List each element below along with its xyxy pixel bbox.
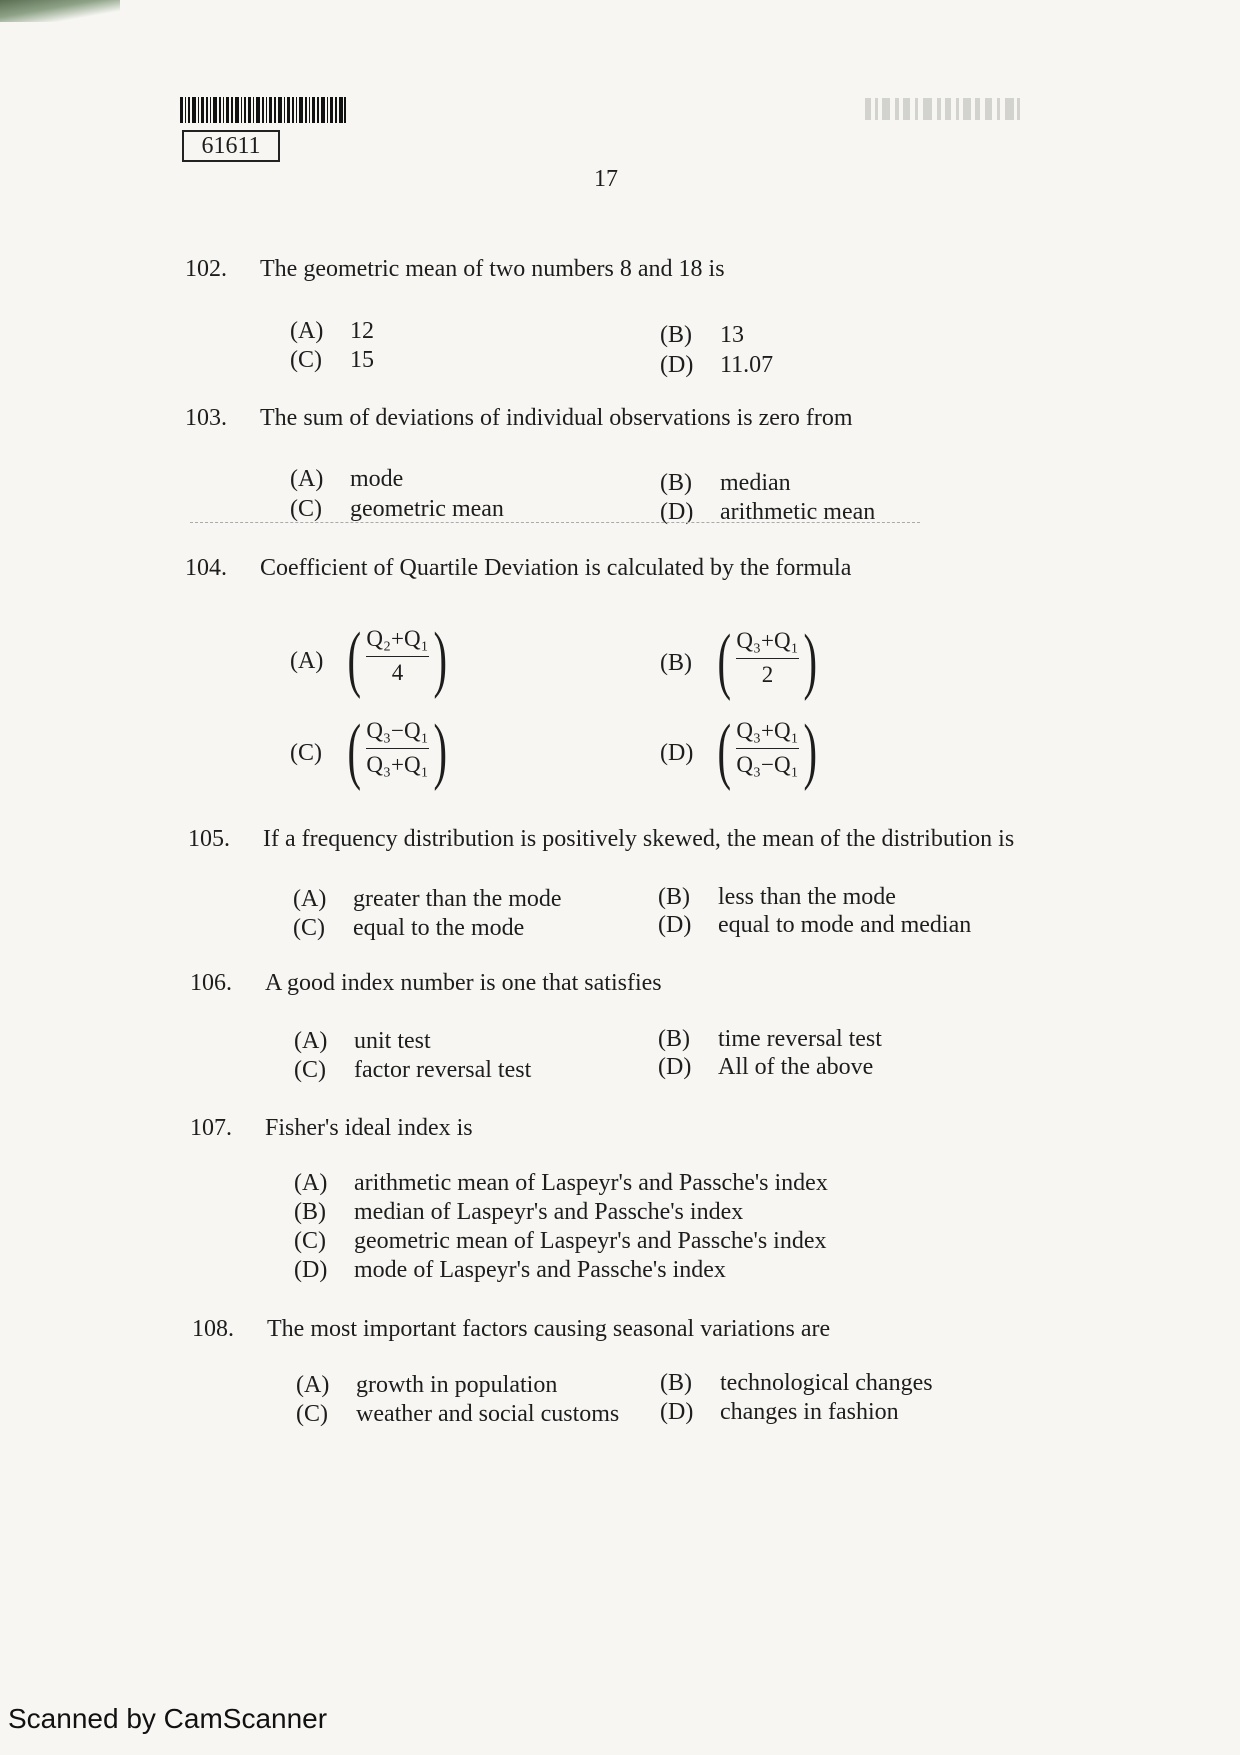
option-label: (C) <box>294 1057 326 1083</box>
barcode <box>180 97 346 123</box>
formula-fraction: ( ) Q₃+Q₁ 2 <box>717 620 818 702</box>
fraction-denominator: 4 <box>391 660 404 685</box>
option-text: equal to the mode <box>353 915 525 941</box>
option-label: (B) <box>660 470 692 496</box>
option-label: (B) <box>660 650 692 676</box>
option-label: (D) <box>294 1257 328 1283</box>
option-label: (A) <box>290 318 324 344</box>
option-text: equal to mode and median <box>718 912 972 938</box>
question-number: 107. <box>190 1115 232 1141</box>
option-107-b[interactable] <box>294 1199 743 1226</box>
option-102-a[interactable] <box>290 318 374 345</box>
option-label: (C) <box>290 496 322 522</box>
option-text: arithmetic mean <box>720 499 876 525</box>
option-text: 12 <box>350 318 374 344</box>
option-label: (B) <box>660 322 692 348</box>
option-label: (C) <box>290 740 322 766</box>
scan-speckle-line <box>190 522 920 523</box>
option-106-b[interactable] <box>658 1026 882 1053</box>
barcode-number: 61611 <box>182 130 280 162</box>
question-text: The sum of deviations of individual observations is zero from <box>260 405 853 431</box>
option-108-a[interactable] <box>296 1372 557 1399</box>
question-number: 105. <box>188 826 230 852</box>
fraction-numerator: Q₃+Q₁ <box>736 628 799 653</box>
page-number: 17 <box>594 166 618 192</box>
question-number: 102. <box>185 256 227 282</box>
question-number: 108. <box>192 1316 234 1342</box>
option-102-b[interactable] <box>660 322 744 349</box>
option-text: All of the above <box>718 1054 874 1080</box>
option-label: (D) <box>658 1054 692 1080</box>
option-107-a[interactable] <box>294 1170 828 1197</box>
option-label: (A) <box>296 1372 330 1398</box>
fraction-denominator: Q₃−Q₁ <box>736 752 799 777</box>
option-text: less than the mode <box>718 884 896 910</box>
option-text: mode of Laspeyr's and Passche's index <box>354 1257 726 1283</box>
question-text: The geometric mean of two numbers 8 and 18 is <box>260 256 725 282</box>
option-105-c[interactable] <box>293 915 524 942</box>
option-105-a[interactable] <box>293 886 562 913</box>
question-text: If a frequency distribution is positively skewed, the mean of the distribution is <box>263 826 1015 852</box>
question-number: 103. <box>185 405 227 431</box>
option-text: weather and social customs <box>356 1401 620 1427</box>
question-text: The most important factors causing seasonal variations are <box>267 1316 831 1342</box>
option-text: median of Laspeyr's and Passche's index <box>354 1199 744 1225</box>
option-107-c[interactable] <box>294 1228 827 1255</box>
question-text: Fisher's ideal index is <box>265 1115 473 1141</box>
option-108-d[interactable] <box>660 1399 899 1426</box>
option-label: (B) <box>294 1199 326 1225</box>
option-label: (B) <box>658 884 690 910</box>
option-text: technological changes <box>720 1370 933 1396</box>
camscanner-watermark: Scanned by CamScanner <box>8 1703 328 1734</box>
option-102-d[interactable] <box>660 352 773 379</box>
option-text: growth in population <box>356 1372 558 1398</box>
option-text: geometric mean <box>350 496 504 522</box>
option-label: (C) <box>293 915 325 941</box>
option-label: (B) <box>658 1026 690 1052</box>
option-label: (D) <box>660 352 694 378</box>
option-label: (C) <box>294 1228 326 1254</box>
option-106-a[interactable] <box>294 1028 431 1055</box>
option-label: (A) <box>294 1028 328 1054</box>
option-text: 13 <box>720 322 744 348</box>
option-label: (B) <box>660 1370 692 1396</box>
formula-fraction: ( ) Q₃−Q₁ Q₃+Q₁ <box>347 710 448 792</box>
option-102-c[interactable] <box>290 347 374 374</box>
formula-fraction: ( ) Q₂+Q₁ 4 <box>347 618 448 700</box>
formula-fraction: ( ) Q₃+Q₁ Q₃−Q₁ <box>717 710 818 792</box>
option-text: factor reversal test <box>354 1057 532 1083</box>
option-text: 15 <box>350 347 374 373</box>
option-text: greater than the mode <box>353 886 562 912</box>
option-105-d[interactable] <box>658 912 971 939</box>
option-label: (A) <box>290 466 324 492</box>
question-text: A good index number is one that satisfies <box>265 970 662 996</box>
option-107-d[interactable] <box>294 1257 726 1284</box>
scan-shadow <box>0 0 120 22</box>
option-text: unit test <box>354 1028 431 1054</box>
option-105-b[interactable] <box>658 884 896 911</box>
option-text: time reversal test <box>718 1026 882 1052</box>
fraction-numerator: Q₂+Q₁ <box>366 626 429 651</box>
option-label: (D) <box>660 740 694 766</box>
option-label: (C) <box>290 347 322 373</box>
bleed-through-barcode <box>865 96 1021 122</box>
question-number: 106. <box>190 970 232 996</box>
option-text: changes in fashion <box>720 1399 899 1425</box>
option-label: (D) <box>658 912 692 938</box>
option-103-b[interactable] <box>660 470 791 497</box>
option-106-d[interactable] <box>658 1054 873 1081</box>
option-label: (A) <box>293 886 327 912</box>
fraction-numerator: Q₃+Q₁ <box>736 718 799 743</box>
fraction-denominator: Q₃+Q₁ <box>366 752 429 777</box>
option-103-c[interactable] <box>290 496 504 523</box>
question-number: 104. <box>185 555 227 581</box>
option-108-b[interactable] <box>660 1370 933 1397</box>
option-text: 11.07 <box>720 352 774 378</box>
option-text: mode <box>350 466 404 492</box>
option-label: (C) <box>296 1401 328 1427</box>
fraction-numerator: Q₃−Q₁ <box>366 718 429 743</box>
option-label: (A) <box>294 1170 328 1196</box>
option-text: arithmetic mean of Laspeyr's and Passche's index <box>354 1170 828 1196</box>
option-text: geometric mean of Laspeyr's and Passche's index <box>354 1228 827 1254</box>
option-103-a[interactable] <box>290 466 403 493</box>
option-label: (D) <box>660 1399 694 1425</box>
fraction-denominator: 2 <box>761 662 774 687</box>
option-label: (A) <box>290 648 324 674</box>
option-108-c[interactable] <box>296 1401 619 1428</box>
question-text: Coefficient of Quartile Deviation is calculated by the formula <box>260 555 852 581</box>
option-text: median <box>720 470 791 496</box>
option-106-c[interactable] <box>294 1057 531 1084</box>
option-label: (D) <box>660 499 694 525</box>
